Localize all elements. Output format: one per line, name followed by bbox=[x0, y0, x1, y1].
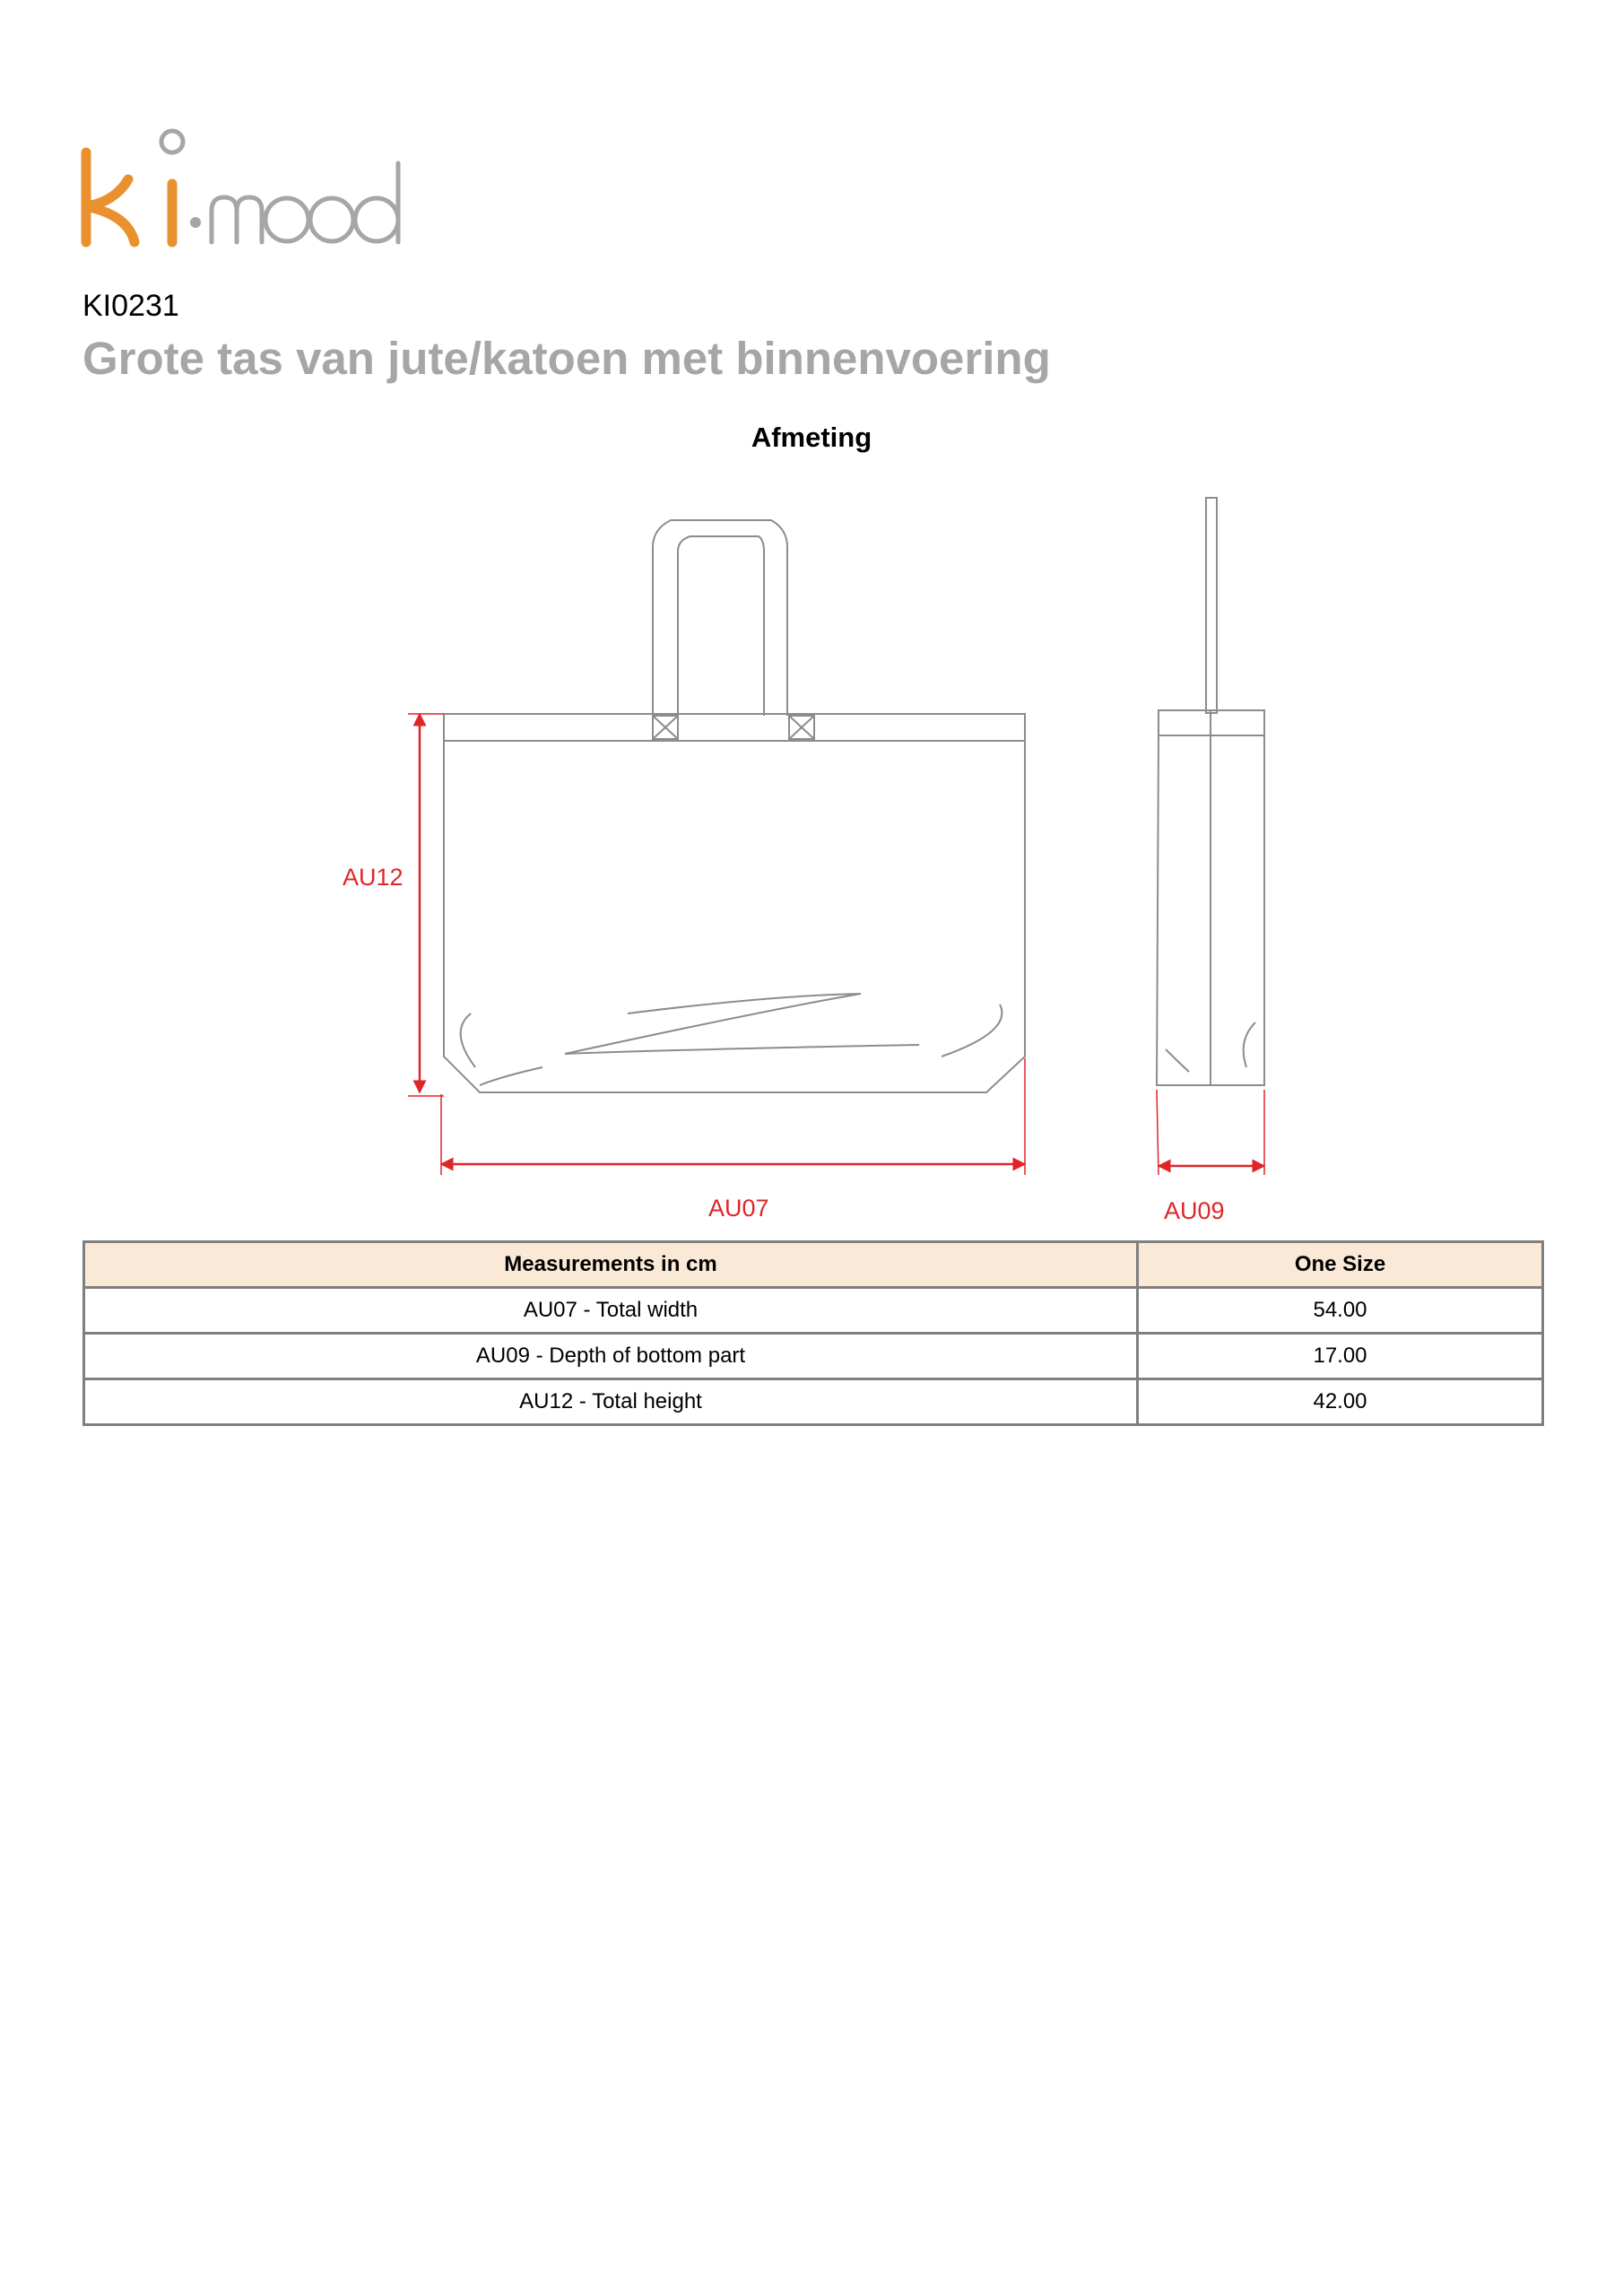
label-au09: AU09 bbox=[1164, 1197, 1225, 1224]
dimension-au12 bbox=[408, 714, 444, 1096]
row-label: AU12 - Total height bbox=[84, 1379, 1138, 1425]
row-label: AU07 - Total width bbox=[84, 1288, 1138, 1334]
row-label: AU09 - Depth of bottom part bbox=[84, 1334, 1138, 1379]
header-size: One Size bbox=[1138, 1242, 1543, 1288]
product-code: KI0231 bbox=[82, 289, 179, 323]
bag-technical-drawing bbox=[323, 475, 1327, 1238]
dimension-au09 bbox=[1157, 1090, 1264, 1175]
table-row bbox=[84, 1288, 1543, 1334]
row-value: 42.00 bbox=[1138, 1379, 1543, 1425]
product-title: Grote tas van jute/katoen met binnenvoering bbox=[82, 333, 1051, 384]
row-value: 17.00 bbox=[1138, 1334, 1543, 1379]
dimension-au07 bbox=[441, 1058, 1025, 1175]
measurement-table bbox=[82, 1240, 1544, 1426]
section-title: Afmeting bbox=[751, 422, 872, 453]
table-header-row bbox=[84, 1242, 1543, 1288]
row-value: 54.00 bbox=[1138, 1288, 1543, 1334]
table-row bbox=[84, 1334, 1543, 1379]
bag-front-view bbox=[444, 520, 1025, 1092]
header-measurements: Measurements in cm bbox=[84, 1242, 1138, 1288]
label-au07: AU07 bbox=[708, 1195, 769, 1222]
table-row bbox=[84, 1379, 1543, 1425]
bag-side-view bbox=[1157, 498, 1264, 1085]
kimood-logo bbox=[79, 117, 438, 251]
label-au12: AU12 bbox=[343, 864, 404, 891]
